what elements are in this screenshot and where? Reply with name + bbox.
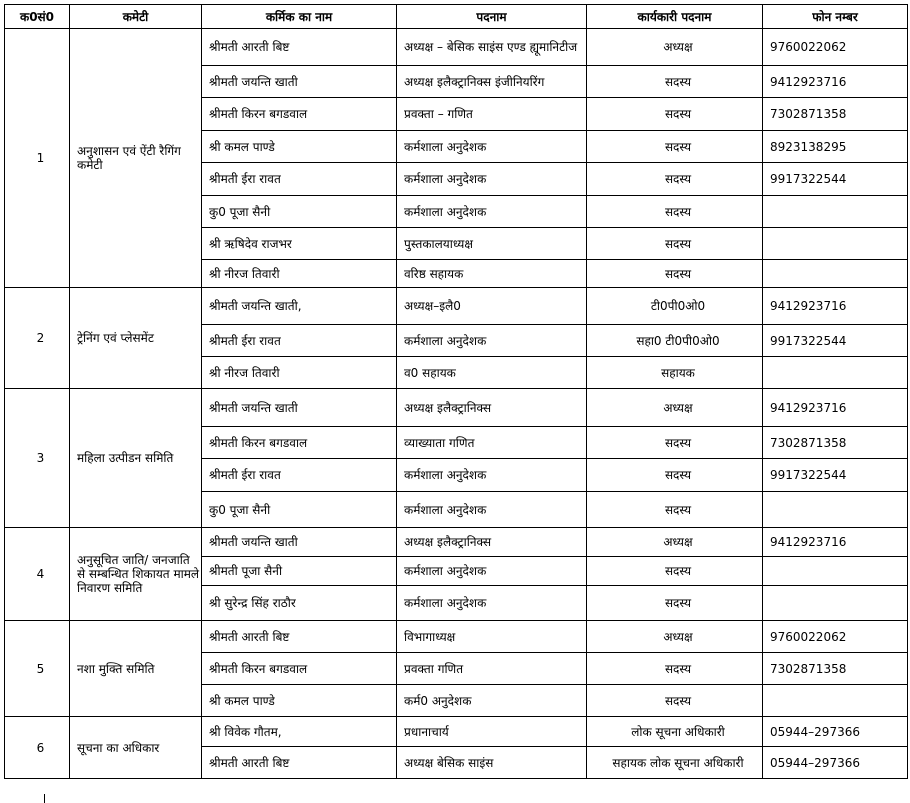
member-name-cell: श्रीमती ईरा रावत <box>202 163 397 196</box>
member-phone-cell: 05944–297366 <box>763 747 908 779</box>
committee-name-cell: अनुशासन एवं ऐंटी रैगिंग कमेटी <box>70 29 202 288</box>
header-sno: क0सं0 <box>5 5 70 29</box>
member-role-cell: टी0पी0ओ0 <box>587 288 763 325</box>
member-designation-cell: कर्मशाला अनुदेशक <box>397 492 587 528</box>
member-role-cell: सदस्य <box>587 685 763 717</box>
committee-serial-cell: 5 <box>5 621 70 717</box>
member-role-cell: अध्यक्ष <box>587 621 763 653</box>
member-phone-cell: 9917322544 <box>763 459 908 492</box>
member-designation-cell: कर्मशाला अनुदेशक <box>397 557 587 586</box>
committee-serial-cell: 3 <box>5 389 70 528</box>
member-phone-cell: 9760022062 <box>763 29 908 66</box>
member-role-cell: सदस्य <box>587 163 763 196</box>
member-phone-cell <box>763 260 908 288</box>
member-name-cell: श्रीमती किरन बगडवाल <box>202 427 397 459</box>
member-role-cell: सहायक <box>587 357 763 389</box>
member-name-cell: श्री कमल पाण्डे <box>202 131 397 163</box>
member-name-cell: श्रीमती जयन्ति खाती <box>202 389 397 427</box>
header-committee: कमेटी <box>70 5 202 29</box>
member-role-cell: सदस्य <box>587 66 763 98</box>
committee-name-cell: महिला उत्पीडन समिति <box>70 389 202 528</box>
member-name-cell: श्रीमती जयन्ति खाती, <box>202 288 397 325</box>
committee-serial-cell: 4 <box>5 528 70 621</box>
member-role-cell: सदस्य <box>587 196 763 228</box>
page-cut-mark <box>44 794 45 803</box>
member-phone-cell <box>763 357 908 389</box>
member-role-cell: अध्यक्ष <box>587 528 763 557</box>
member-phone-cell <box>763 492 908 528</box>
member-designation-cell: अध्यक्ष बेसिक साइंस <box>397 747 587 779</box>
member-designation-cell: कर्मशाला अनुदेशक <box>397 586 587 621</box>
member-name-cell: श्रीमती किरन बगडवाल <box>202 653 397 685</box>
member-designation-cell: कर्मशाला अनुदेशक <box>397 325 587 357</box>
header-row <box>5 5 908 29</box>
table-row <box>5 621 908 653</box>
member-designation-cell: कर्मशाला अनुदेशक <box>397 163 587 196</box>
member-role-cell: सदस्य <box>587 586 763 621</box>
member-role-cell: सदस्य <box>587 492 763 528</box>
member-phone-cell: 7302871358 <box>763 427 908 459</box>
member-designation-cell: अध्यक्ष–इलै0 <box>397 288 587 325</box>
member-role-cell: सदस्य <box>587 653 763 685</box>
member-name-cell: श्री नीरज तिवारी <box>202 357 397 389</box>
member-name-cell: श्रीमती किरन बगडवाल <box>202 98 397 131</box>
member-role-cell: लोक सूचना अधिकारी <box>587 717 763 747</box>
member-phone-cell <box>763 586 908 621</box>
member-name-cell: श्रीमती ईरा रावत <box>202 459 397 492</box>
member-role-cell: सहा0 टी0पी0ओ0 <box>587 325 763 357</box>
header-exec-designation: कार्यकारी पदनाम <box>587 5 763 29</box>
member-phone-cell: 05944–297366 <box>763 717 908 747</box>
committee-serial-cell: 1 <box>5 29 70 288</box>
member-role-cell: सदस्य <box>587 459 763 492</box>
member-designation-cell: प्रधानाचार्य <box>397 717 587 747</box>
member-role-cell: अध्यक्ष <box>587 29 763 66</box>
member-role-cell: सदस्य <box>587 557 763 586</box>
member-designation-cell: प्रवक्ता – गणित <box>397 98 587 131</box>
member-designation-cell: अध्यक्ष – बेसिक साइंस एण्ड ह्यूमानिटीज <box>397 29 587 66</box>
member-phone-cell: 9917322544 <box>763 163 908 196</box>
table-row <box>5 29 908 66</box>
committee-name-cell: सूचना का अधिकार <box>70 717 202 779</box>
member-phone-cell <box>763 685 908 717</box>
table-body <box>5 29 908 779</box>
member-phone-cell: 9412923716 <box>763 389 908 427</box>
member-name-cell: श्री सुरेन्द्र सिंह राठौर <box>202 586 397 621</box>
member-role-cell: सहायक लोक सूचना अधिकारी <box>587 747 763 779</box>
member-designation-cell: कर्मशाला अनुदेशक <box>397 196 587 228</box>
member-role-cell: सदस्य <box>587 228 763 260</box>
committee-name-cell: नशा मुक्ति समिति <box>70 621 202 717</box>
header-phone: फोन नम्बर <box>763 5 908 29</box>
member-role-cell: सदस्य <box>587 260 763 288</box>
member-name-cell: श्री ऋषिदेव राजभर <box>202 228 397 260</box>
member-name-cell: श्री नीरज तिवारी <box>202 260 397 288</box>
committee-name-cell: अनुसूचित जाति/ जनजाति से सम्बन्धित शिकायत मामले निवारण समिति <box>70 528 202 621</box>
member-designation-cell: प्रवक्ता गणित <box>397 653 587 685</box>
member-name-cell: श्रीमती आरती बिष्ट <box>202 621 397 653</box>
member-phone-cell: 7302871358 <box>763 98 908 131</box>
member-role-cell: सदस्य <box>587 427 763 459</box>
member-name-cell: श्रीमती जयन्ति खाती <box>202 66 397 98</box>
committee-serial-cell: 6 <box>5 717 70 779</box>
committee-table <box>4 4 908 779</box>
member-name-cell: श्रीमती जयन्ति खाती <box>202 528 397 557</box>
member-designation-cell: व्याख्याता गणित <box>397 427 587 459</box>
member-phone-cell: 7302871358 <box>763 653 908 685</box>
member-role-cell: सदस्य <box>587 131 763 163</box>
header-name: कर्मिक का नाम <box>202 5 397 29</box>
header-designation: पदनाम <box>397 5 587 29</box>
member-name-cell: कु0 पूजा सैनी <box>202 492 397 528</box>
member-designation-cell: अध्यक्ष इलैक्ट्रानिक्स <box>397 389 587 427</box>
table-row <box>5 717 908 747</box>
table-row <box>5 288 908 325</box>
member-name-cell: श्रीमती आरती बिष्ट <box>202 29 397 66</box>
committee-serial-cell: 2 <box>5 288 70 389</box>
member-name-cell: श्रीमती ईरा रावत <box>202 325 397 357</box>
member-phone-cell: 9917322544 <box>763 325 908 357</box>
member-phone-cell <box>763 228 908 260</box>
member-designation-cell: कर्मशाला अनुदेशक <box>397 131 587 163</box>
member-designation-cell: वरिष्ठ सहायक <box>397 260 587 288</box>
member-designation-cell: कर्म0 अनुदेशक <box>397 685 587 717</box>
member-designation-cell: पुस्तकालयाध्यक्ष <box>397 228 587 260</box>
member-phone-cell: 9412923716 <box>763 528 908 557</box>
member-designation-cell: अध्यक्ष इलैक्ट्रानिक्स इंजीनियरिंग <box>397 66 587 98</box>
member-phone-cell <box>763 196 908 228</box>
member-phone-cell: 9412923716 <box>763 288 908 325</box>
committee-name-cell: ट्रेनिंग एवं प्लेसमेंट <box>70 288 202 389</box>
member-name-cell: कु0 पूजा सैनी <box>202 196 397 228</box>
member-name-cell: श्री कमल पाण्डे <box>202 685 397 717</box>
member-name-cell: श्रीमती आरती बिष्ट <box>202 747 397 779</box>
member-designation-cell: कर्मशाला अनुदेशक <box>397 459 587 492</box>
table-row <box>5 528 908 557</box>
member-designation-cell: विभागाध्यक्ष <box>397 621 587 653</box>
member-phone-cell: 9412923716 <box>763 66 908 98</box>
member-phone-cell: 9760022062 <box>763 621 908 653</box>
member-phone-cell: 8923138295 <box>763 131 908 163</box>
member-designation-cell: व0 सहायक <box>397 357 587 389</box>
member-role-cell: सदस्य <box>587 98 763 131</box>
member-phone-cell <box>763 557 908 586</box>
table-row <box>5 389 908 427</box>
member-name-cell: श्री विवेक गौतम, <box>202 717 397 747</box>
member-name-cell: श्रीमती पूजा सैनी <box>202 557 397 586</box>
member-designation-cell: अध्यक्ष इलैक्ट्रानिक्स <box>397 528 587 557</box>
member-role-cell: अध्यक्ष <box>587 389 763 427</box>
